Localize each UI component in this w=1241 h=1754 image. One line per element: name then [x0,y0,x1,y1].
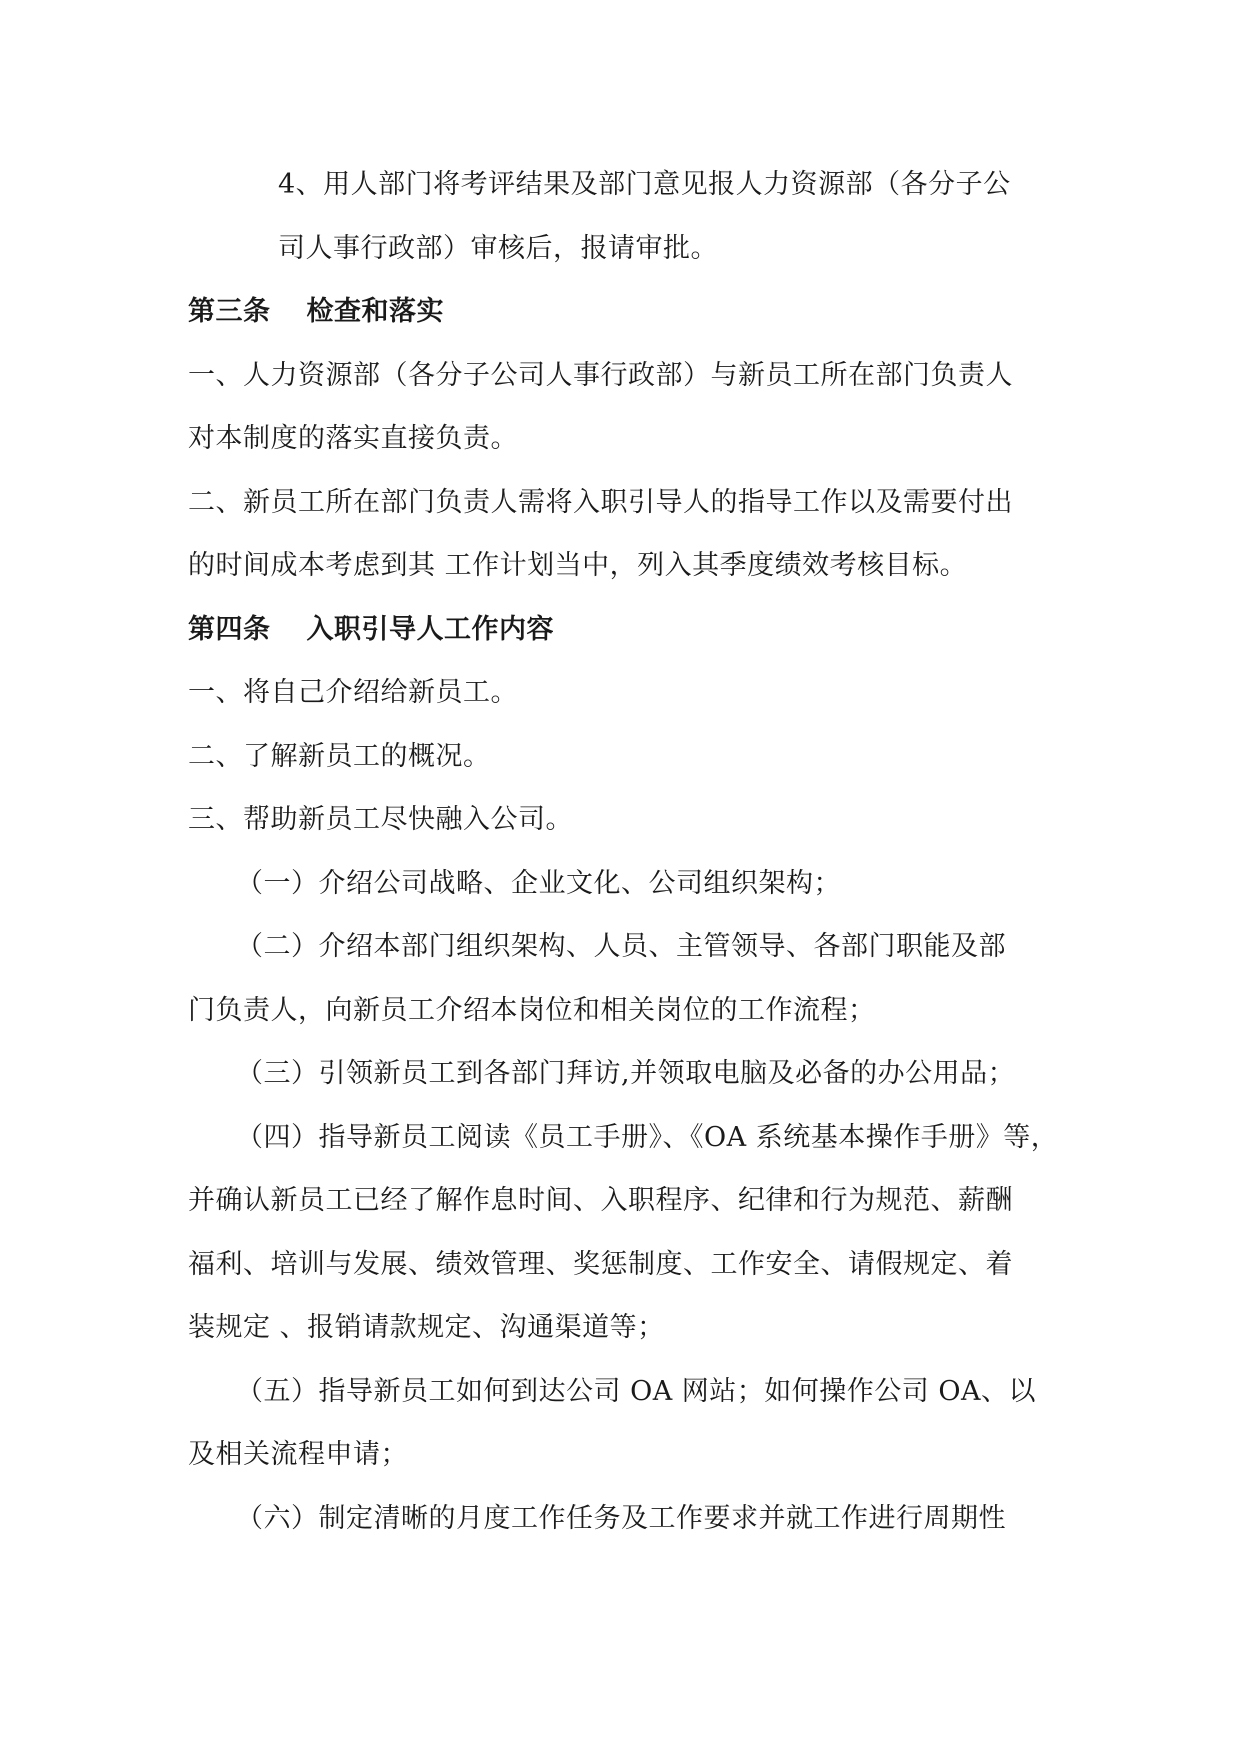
paragraph-line: 并确认新员工已经了解作息时间、入职程序、纪律和行为规范、薪酬 [188,1185,1013,1216]
paragraph-line: 对本制度的落实直接负责。 [188,423,518,454]
paragraph-line: 二、新员工所在部门负责人需将入职引导人的指导工作以及需要付出 [188,487,1013,518]
paragraph-line: 一、人力资源部（各分子公司人事行政部）与新员工所在部门负责人 [188,360,1013,391]
article-3-number: 第三条 [188,296,271,327]
paragraph-line: 司人事行政部）审核后，报请审批。 [278,233,718,264]
sub-item: （一）介绍公司战略、企业文化、公司组织架构； [236,868,841,899]
list-item: 一、将自己介绍给新员工。 [188,677,518,708]
paragraph-line: 及相关流程申请； [188,1439,408,1470]
article-4-number: 第四条 [188,614,271,645]
sub-item: （五）指导新员工如何到达公司 OA 网站；如何操作公司 OA、以 [236,1376,1037,1407]
sub-item: （六）制定清晰的月度工作任务及工作要求并就工作进行周期性 [236,1503,1006,1534]
paragraph-line: 福利、培训与发展、绩效管理、奖惩制度、工作安全、请假规定、着 [188,1249,1013,1280]
sub-item: （二）介绍本部门组织架构、人员、主管领导、各部门职能及部 [236,931,1006,962]
paragraph-line: 4、用人部门将考评结果及部门意见报人力资源部（各分子公 [278,169,1011,200]
article-4-title: 入职引导人工作内容 [306,614,554,645]
list-item: 二、了解新员工的概况。 [188,741,491,772]
list-item: 三、帮助新员工尽快融入公司。 [188,804,573,835]
sub-item: （四）指导新员工阅读《员工手册》、《OA 系统基本操作手册》等， [236,1122,1059,1153]
paragraph-line: 门负责人，向新员工介绍本岗位和相关岗位的工作流程； [188,995,876,1026]
sub-item: （三）引领新员工到各部门拜访,并领取电脑及必备的办公用品； [236,1058,1016,1089]
article-3-heading [188,292,444,332]
paragraph-line: 的时间成本考虑到其 工作计划当中，列入其季度绩效考核目标。 [188,550,968,581]
article-3-title: 检查和落实 [306,296,444,327]
paragraph-line: 装规定 、报销请款规定、沟通渠道等； [188,1312,665,1343]
article-4-heading [188,610,554,650]
